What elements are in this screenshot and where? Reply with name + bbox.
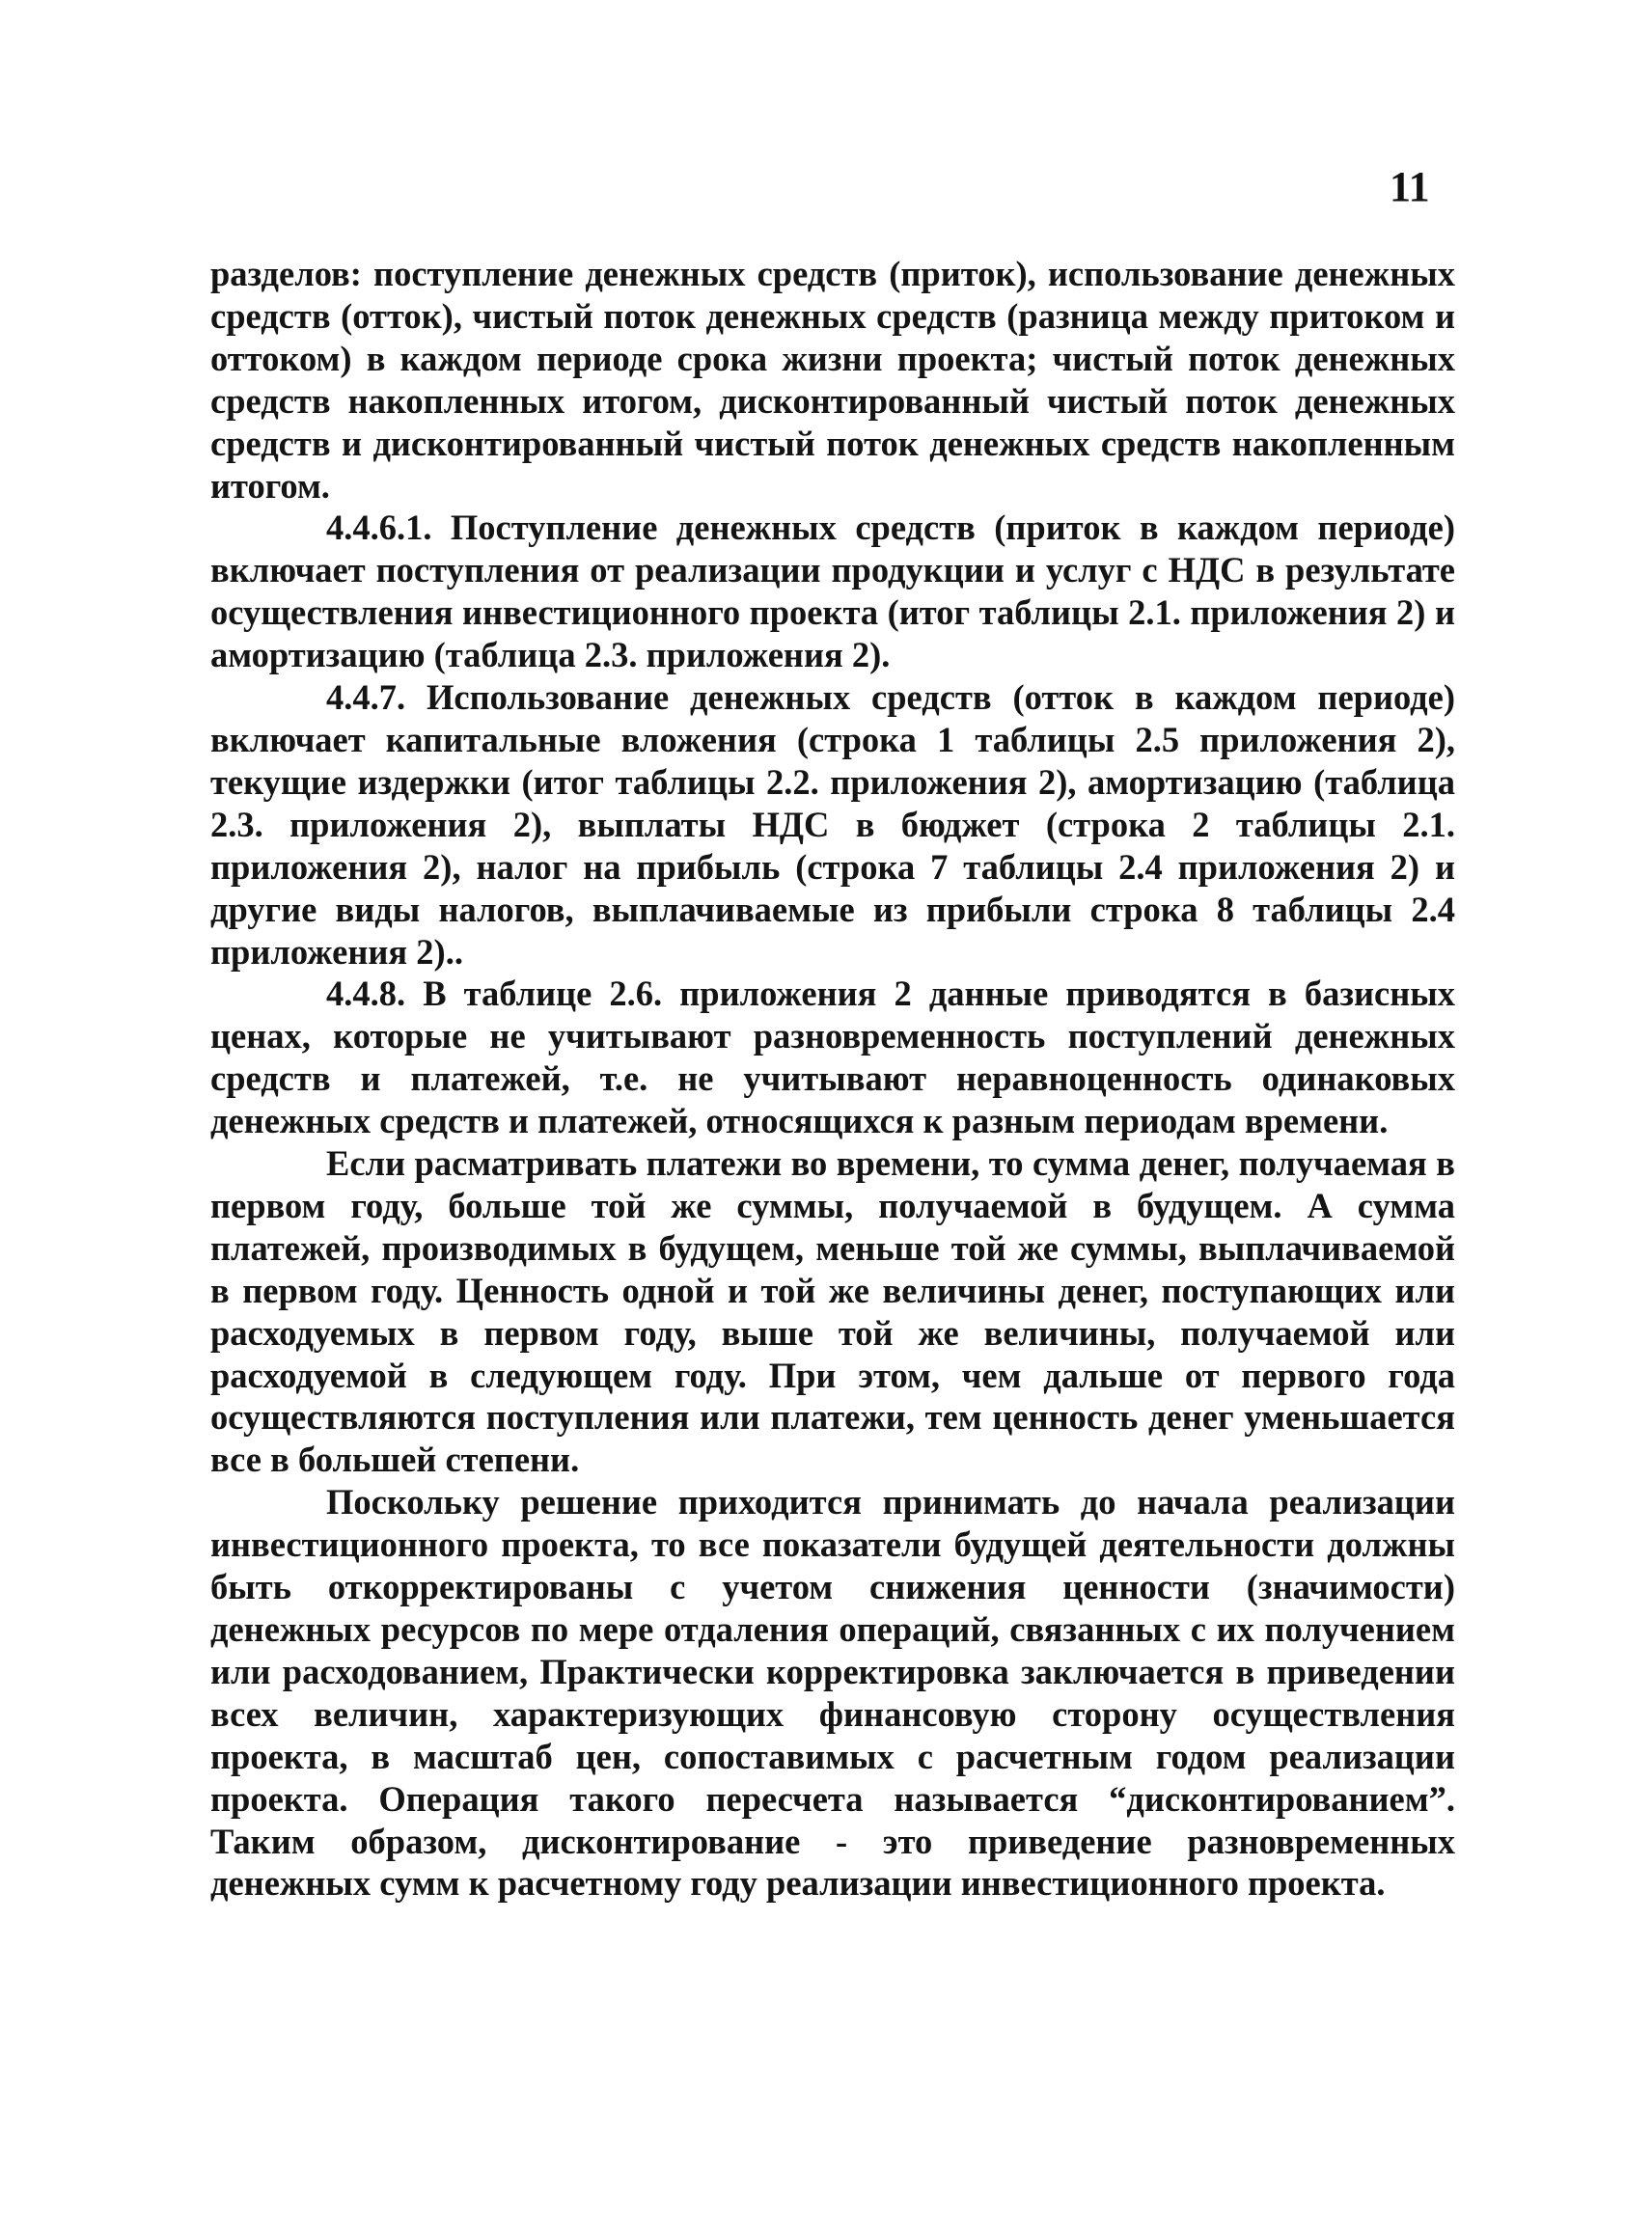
paragraph-4-4-6-1: 4.4.6.1. Поступление денежных средств (приток в каждом периоде) включает поступления от реализации продукции и услуг с НДС в результате осуществления инвестиционного проекта (итог таблицы 2.1. приложения 2) и амортизацию (таблица 2.3. приложения 2). (210, 507, 1455, 675)
paragraph-4-4-7: 4.4.7. Использование денежных средств (отток в каждом периоде) включает капитальные вложения (строка 1 таблицы 2.5 приложения 2), текущие издержки (итог таблицы 2.2. приложения 2), амортизацию (таблица 2.3. приложения 2), выплаты НДС в бюджет (строка 2 таблицы 2.1. приложения 2), налог на прибыль (строка 7 таблицы 2.4 приложения 2) и другие виды налогов, выплачиваемые из прибыли строка 8 таблицы 2.4 приложения 2).. (210, 677, 1455, 972)
paragraph-4-4-8: 4.4.8. В таблице 2.6. приложения 2 данные приводятся в базисных ценах, которые не учитывают разновременность поступлений денежных средств и платежей, т.е. не учитывают неравноценность одинаковых денежных средств и платежей, относящихся к разным периодам времени. (210, 974, 1455, 1141)
paragraph-discounting: Поскольку решение приходится принимать до начала реализации инвестиционного проекта, то все показатели будущей деятельности должны быть откорректированы с учетом снижения ценности (значимости) денежных ресурсов по мере отдаления операций, связанных с их получением или расходованием, Практически корректировка заключается в приведении всех величин, характеризующих финансовую сторону осуществления проекта, в масштаб цен, сопоставимых с расчетным годом реализации проекта. Операция такого пересчета называется “дисконтированием”. Таким образом, дисконтирование - это приведение разновременных денежных сумм к расчетному году реализации инвестиционного проекта. (210, 1482, 1455, 1904)
paragraph-time-value: Если расматривать платежи во времени, то сумма денег, получаемая в первом году, больше той же суммы, получаемой в будущем. А сумма платежей, производимых в будущем, меньше той же суммы, выплачиваемой в первом году. Ценность одной и той же величины денег, поступающих или расходуемых в первом году, выше той же величины, получаемой или расходуемой в следующем году. При этом, чем дальше от первого года осуществляются поступления или платежи, тем ценность денег уменьшается все в большей степени. (210, 1143, 1455, 1480)
paragraph-sections-intro: разделов: поступление денежных средств (приток), использование денежных средств (отток), чистый поток денежных средств (разница между притоком и оттоком) в каждом периоде срока жизни проекта; чистый поток денежных средств накопленных итогом, дисконтированный чистый поток денежных средств и дисконтированный чистый поток денежных средств накопленным итогом. (210, 254, 1455, 506)
page-number: 11 (1390, 163, 1430, 210)
body-text (210, 253, 1455, 1905)
